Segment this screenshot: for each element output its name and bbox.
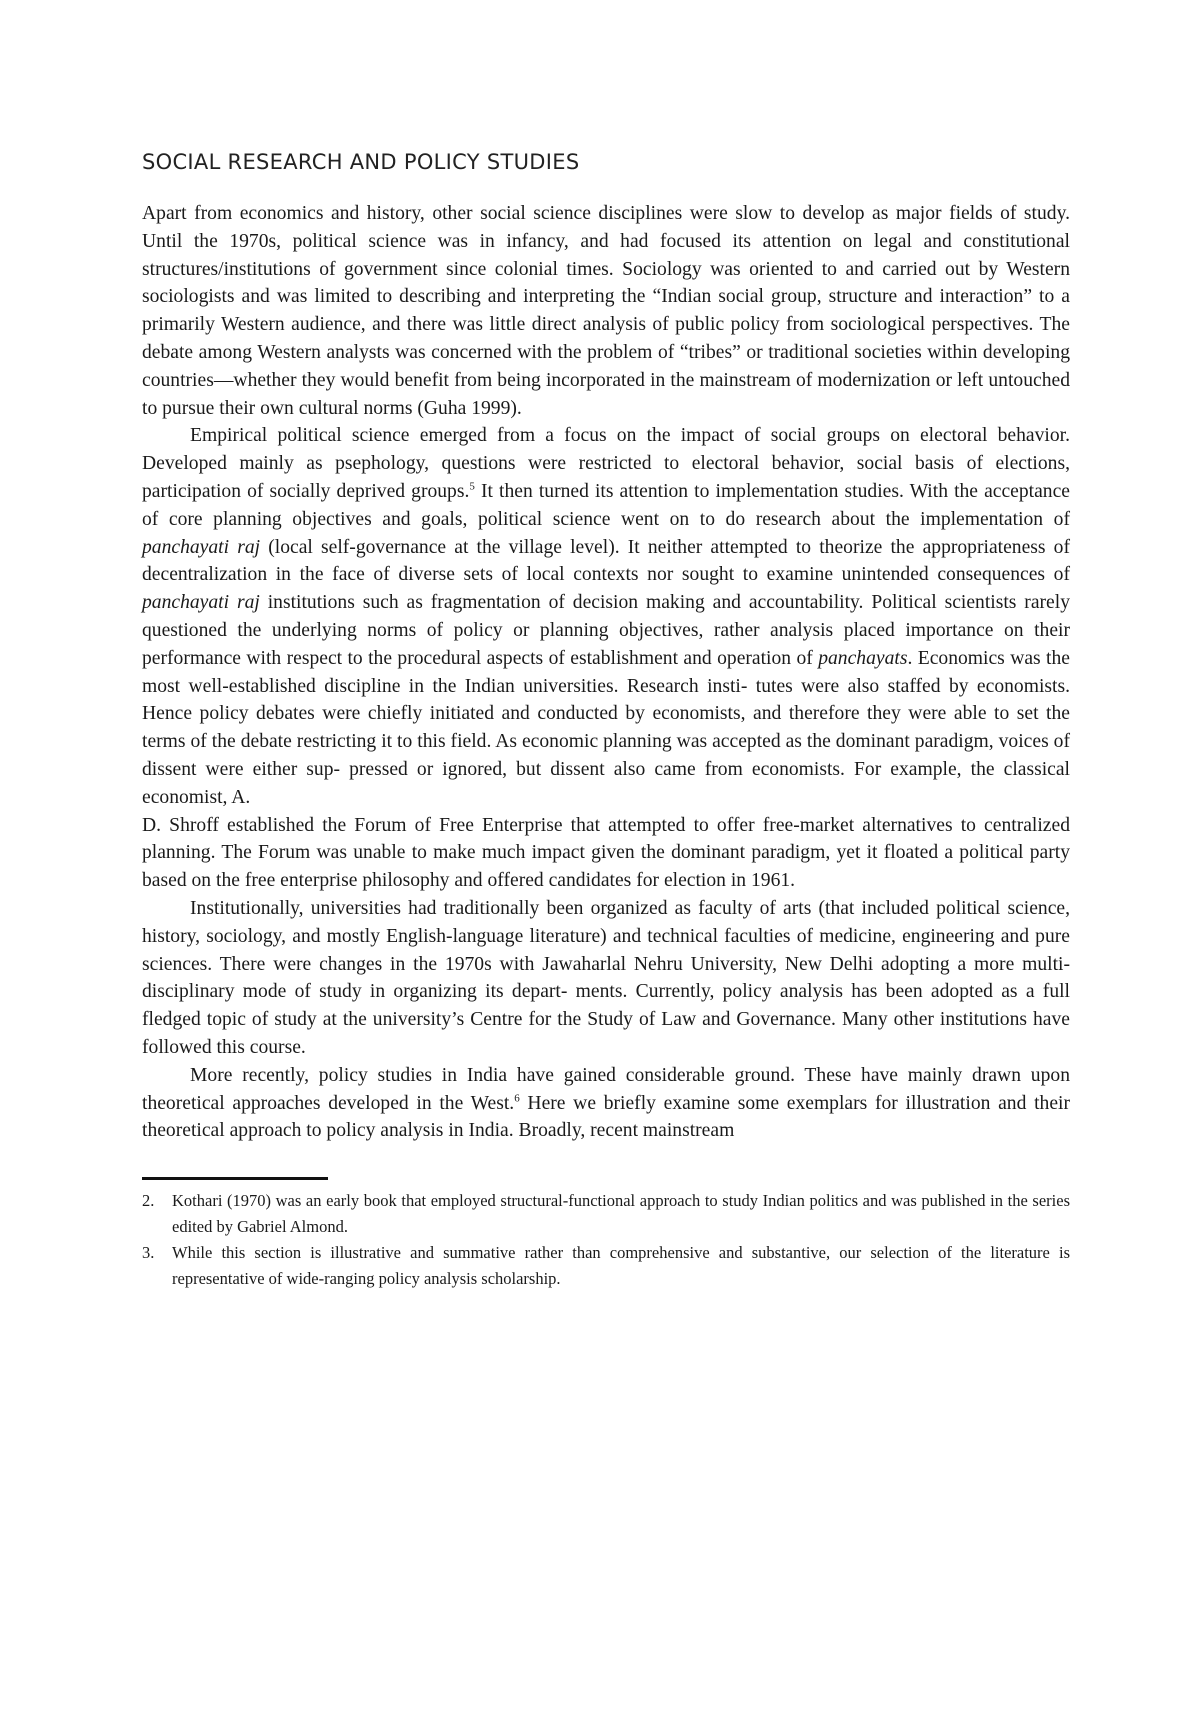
footnote-text: While this section is illustrative and summative rather than comprehensive and substantive, our selection of the literature is representative of wide-ranging policy analysis scholarship. — [172, 1243, 1070, 1289]
paragraph-4 — [142, 1062, 1070, 1145]
footnote-3 — [142, 1240, 1070, 1292]
paragraph-2-text-c: (local self-governance at the village level). It neither attempted to theorize the appropriateness of decentralization in the face of diverse sets of local contexts nor sought to examine unintended consequences of — [142, 536, 1071, 586]
paragraph-2-text-e: . Economics was the most well-established discipline in the Indian universities. Research insti- tutes were also staffed by economists. Hence policy debates were chiefly initiated and conducted by economists, and therefore they were able to set the terms of the debate restricting it to this field. As economic planning was accepted as the dominant paradigm, voices of dissent were either sup- pressed or ignored, but dissent also came from economists. For example, the classical economist, A. — [142, 647, 1070, 808]
italic-term-panchayati-raj-1: panchayati raj — [142, 536, 261, 558]
paragraph-4-text-a: More recently, policy studies in India have gained considerable ground. These have mainly drawn upon theoretical approaches developed in the West. — [142, 1064, 1070, 1114]
paragraph-4-text-b: Here we briefly examine some exemplars for illustration and their theoretical approach to policy analysis in India. Broadly, recent mainstream — [142, 1092, 1070, 1142]
paragraph-2-text-b: It then turned its attention to implementation studies. With the acceptance of core planning objectives and goals, political science went on to do research about the implementation of — [142, 480, 1070, 530]
paragraph-2-text-a: Empirical political science emerged from a focus on the impact of social groups on electoral behavior. Developed mainly as psephology, questions were restricted to electoral behavior, social basis of elections, participation of socially deprived groups. — [142, 425, 1070, 502]
paragraph-2 — [142, 422, 1070, 811]
paragraph-3: Institutionally, universities had traditionally been organized as faculty of arts (that included political science, history, sociology, and mostly English-language literature) and technical faculties of medicine, engineering and pure sciences. There were changes in the 1970s with Jawaharlal Nehru University, New Delhi adopting a more multi-disciplinary mode of study in organizing its depart- ments. Currently, policy analysis has been adopted as a full fledged topic of study at the university’s Centre for the Study of Law and Governance. Many other institutions have followed this course. — [142, 897, 1070, 1058]
italic-term-panchayats: panchayats — [818, 647, 908, 669]
paragraph-2-text-d: institutions such as fragmentation of decision making and accountability. Political scientists rarely questioned the underlying norms of policy or planning objectives, rather analysis placed importance on their performance with respect to the procedural aspects of establishment and operation of — [142, 592, 1070, 669]
footnote-number: 3. — [142, 1243, 155, 1263]
footnote-2 — [142, 1188, 1070, 1240]
footnote-ref-5: 5 — [469, 480, 475, 493]
italic-term-panchayati-raj-2: panchayati raj — [142, 592, 260, 614]
document-page — [142, 150, 1070, 1292]
footnote-ref-6: 6 — [514, 1091, 520, 1104]
footnote-divider — [142, 1177, 328, 1180]
footnote-text: Kothari (1970) was an early book that employed structural-functional approach to study Indian politics and was published in the series edited by Gabriel Almond. — [172, 1191, 1070, 1237]
section-heading: SOCIAL RESEARCH AND POLICY STUDIES — [142, 150, 580, 174]
footnote-number: 2. — [142, 1191, 155, 1211]
paragraph-1: Apart from economics and history, other social science disciplines were slow to develop as major fields of study. Until the 1970s, political science was in infancy, and had focused its attention on legal and constitutional structures/institutions of government since colonial times. Sociology was oriented to and carried out by Western sociologists and was limited to describing and interpreting the “Indian social group, structure and interaction” to a primarily Western audience, and there was little direct analysis of public policy from sociological perspectives. The debate among Western analysts was concerned with the problem of “tribes” or traditional societies within developing countries—whether they would benefit from being incorporated in the mainstream of modernization or left untouched to pursue their own cultural norms (Guha 1999). — [142, 203, 1070, 419]
paragraph-2-continued: D. Shroff established the Forum of Free Enterprise that attempted to offer free-market alternatives to centralized planning. The Forum was unable to make much impact given the dominant paradigm, yet it floated a political party based on the free enterprise philosophy and offered candidates for election in 1961. — [142, 814, 1070, 892]
